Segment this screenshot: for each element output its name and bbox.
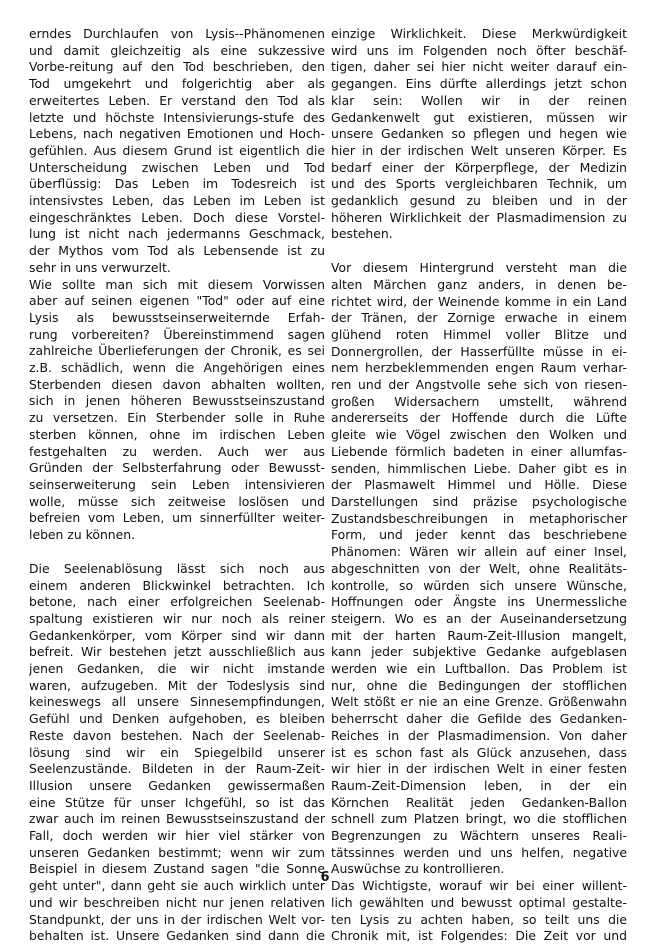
text-line: unseren Gedanken bestimmt; wenn wir zum: [29, 844, 325, 860]
text-line: festgehalten zu werden. Auch wer aus: [29, 443, 325, 459]
text-line: keineswegs all unsere Sinnesempfindungen,: [29, 694, 325, 710]
text-line: sich in jenen höheren Bewusstseinszustand: [29, 393, 325, 409]
paragraph: [331, 878, 627, 945]
text-line: eine Stütze für unser Ichgefühl, so ist das: [29, 794, 325, 810]
text-line: alten Märchen ganz anders, in denen be-: [331, 276, 627, 292]
text-line: Welt stößt er nie an eine Grenze. Größenwahn: [331, 694, 627, 710]
text-line: eingeschränktes Leben. Doch diese Vorstel-: [29, 209, 325, 225]
text-line: waren, aufzugeben. Mit der Todeslysis sind: [29, 677, 325, 693]
text-line: geht unter", dann geht sie auch wirklich unter: [29, 878, 325, 894]
text-line: Gedankenkörper, vom Körper sind wir dann: [29, 627, 325, 643]
text-line: Fall, doch werden wir hier viel stärker von: [29, 828, 325, 844]
text-line: z.B. schädlich, wenn die Angehörigen eines: [29, 360, 325, 376]
text-line: bestehen.: [331, 226, 393, 242]
text-line: letzte und höchste Intensivierungs-stufe des: [29, 109, 325, 125]
text-line: gedanklich gesund zu bleiben und in der: [331, 193, 627, 209]
text-line: Lebens, nach negativen Emotionen und Hoch-: [29, 126, 325, 142]
paragraph: [29, 26, 325, 277]
text-line: gefühlen. Aus diesem Grund ist eigentlich die: [29, 142, 325, 158]
text-line: nem herzbeklemmenden engen Raum verhar-: [331, 360, 627, 376]
text-line: betone, nach einer erfolgreichen Seelenab-: [29, 594, 325, 610]
text-line: steigern. Wo es an der Auseinandersetzung: [331, 610, 627, 626]
text-line: glühend roten Himmel voller Blitze und: [331, 326, 627, 342]
text-line: Lysis als bewusstseinserweiternde Erfah-: [29, 309, 325, 325]
left-column: [29, 26, 325, 945]
text-line: Hoffnungen oder Ängste ins Unermessliche: [331, 594, 627, 610]
text-line: einem anderen Blickwinkel betrachten. Ich: [29, 577, 325, 593]
text-line: Tod umgekehrt und folgerichtig aber als: [29, 76, 325, 92]
text-line: befreien vom Leben, um sinnerfüllter weiter-: [29, 510, 325, 526]
text-line: andererseits der Hoffende durch die Lüfte: [331, 410, 627, 426]
text-line: gegangen. Eins dürfte allerdings jetzt schon: [331, 76, 627, 92]
text-line: rung vorbereiten? Übereinstimmend sagen: [29, 326, 325, 342]
text-line: beherrscht daher die Gefilde des Gedanken-: [331, 711, 627, 727]
text-line: höheren Wirklichkeit der Plasmadimension zu: [331, 209, 627, 225]
text-line: kann jeder subjektive Gedanke aufgeblasen: [331, 644, 627, 660]
text-line: abgeschnitten von der Welt, ohne Realitäts-: [331, 560, 627, 576]
paragraph: [331, 26, 627, 243]
text-line: jenen Gedanken, die wir nicht imstande: [29, 661, 325, 677]
text-line: intensivstes Leben, das Leben im Leben ist: [29, 193, 325, 209]
text-line: bedarf einer der Körperpflege, der Medizin: [331, 159, 627, 175]
text-line: lich gewählten und bewusst optimal gestalte-: [331, 894, 627, 910]
text-line: Chronik mit, ist Folgendes: Die Zeit vor und: [331, 928, 627, 944]
text-line: der Tränen, der Zornige erwache in einem: [331, 310, 627, 326]
text-line: mit der harten Raum-Zeit-Illusion mangelt,: [331, 627, 627, 643]
text-line: Wie sollte man sich mit diesem Vorwissen: [29, 276, 325, 292]
text-line: behalten ist. Unsere Gedanken sind dann die: [29, 928, 325, 944]
text-line: Die Seelenablösung lässt sich noch aus: [29, 560, 325, 576]
paragraph-gap: [29, 544, 325, 561]
text-line: tigen, daher sei hier nicht weiter darauf ein-: [331, 59, 627, 75]
text-line: Raum-Zeit-Dimension leben, in der ein: [331, 777, 627, 793]
text-line: seinserweiterung sein Leben intensivieren: [29, 476, 325, 492]
text-line: Liebende förmlich badeten in einer allumfas-: [331, 443, 627, 459]
text-line: klar sein: Wollen wir in der reinen: [331, 92, 627, 108]
text-line: Begrenzungen zu Wächtern unseres Reali-: [331, 828, 627, 844]
text-line: gleite wie Vögel zwischen den Wolken und: [331, 427, 627, 443]
text-line: tätssinnes werden und uns helfen, negative: [331, 844, 627, 860]
text-line: sterben können, ohne im irdischen Leben: [29, 426, 325, 442]
text-line: schnell zum Platzen bringt, wo die stofflichen: [331, 811, 627, 827]
text-line: Seelenzustände. Bildeten in der Raum-Zeit-: [29, 761, 325, 777]
text-line: Darstellungen sind präzise psychologische: [331, 493, 627, 509]
text-line: senden, himmlischen Liebe. Daher gibt es in: [331, 460, 627, 476]
text-line: richtet wird, der Weinende komme in ein Land: [331, 293, 627, 309]
text-line: überflüssig: Das Leben im Todesreich ist: [29, 176, 325, 192]
right-column: [331, 26, 627, 945]
text-line: wolle, müsse sich zeitweise loslösen und: [29, 493, 325, 509]
text-line: nur, ohne die Bedingungen der stofflichen: [331, 677, 627, 693]
text-line: und wir beschreiben nicht nur jenen relativen: [29, 894, 325, 910]
text-line: werden wie ein Luftballon. Das Problem ist: [331, 661, 627, 677]
text-line: Phänomen: Wären wir allein auf einer Insel,: [331, 544, 627, 560]
text-line: einzige Wirklichkeit. Diese Merkwürdigkeit: [331, 26, 627, 41]
text-line: spaltung existieren wir nur noch als reiner: [29, 610, 325, 626]
text-line: hier in der irdischen Welt unseren Körper. Es: [331, 142, 627, 158]
text-line: ten Lysis zu achten haben, so teilt uns die: [331, 911, 627, 927]
text-line: Reste davon bestehen. Nach der Seelenab-: [29, 727, 325, 743]
text-line: erweitertes Leben. Er verstand den Tod als: [29, 92, 325, 108]
paragraph: [29, 561, 325, 945]
text-line: Gefühl und Denken aufgehoben, es bleiben: [29, 711, 325, 727]
text-line: unsere Gedanken so pflegen und hegen wie: [331, 126, 627, 142]
text-line: zu versetzen. Ein Sterbender solle in Ruhe: [29, 410, 325, 426]
text-line: Reiches in der Plasmadimension. Von daher: [331, 727, 627, 743]
text-line: kontrolle, so würden sich unsere Wünsche,: [331, 577, 627, 593]
text-line: Körnchen Realität jeden Gedanken-Ballon: [331, 794, 627, 810]
text-line: aber auf seinen eigenen "Tod" oder auf eine: [29, 293, 325, 309]
text-line: Auswüchse zu kontrollieren.: [331, 861, 505, 877]
page-number: 6: [320, 870, 330, 885]
text-line: erndes Durchlaufen von Lysis--Phänomenen: [29, 26, 325, 41]
text-line: und des Sports vergleichbaren Technik, um: [331, 176, 627, 192]
text-line: befreit. Wir bestehen jetzt ausschließlich aus: [29, 644, 325, 660]
text-line: Vor diesem Hintergrund versteht man die: [331, 260, 627, 276]
paragraph-gap: [331, 243, 627, 260]
text-line: großen Widersachern umstellt, während: [331, 393, 627, 409]
text-line: zwar auch im reinen Bewusstseinszustand der: [29, 811, 325, 827]
text-line: lösung sind wir ein Spiegelbild unserer: [29, 744, 325, 760]
text-line: Unterscheidung zwischen Leben und Tod: [29, 159, 325, 175]
text-line: wird uns im Folgenden noch öfter beschäf-: [331, 42, 627, 58]
text-line: ist es schon fast als Glück anzusehen, dass: [331, 744, 627, 760]
text-line: Standpunkt, der uns in der irdischen Welt vor-: [29, 911, 325, 927]
text-line: zahlreiche Überlieferungen der Chronik, es sei: [29, 343, 325, 359]
text-line: der Plasmawelt Himmel und Hölle. Diese: [331, 477, 627, 493]
text-line: Gründen der Selbsterfahrung oder Bewusst-: [29, 460, 325, 476]
paragraph: [331, 260, 627, 878]
text-line: ren und der Angstvolle sehe sich von riesen-: [331, 377, 627, 393]
text-line: lung ist nicht nach jedermanns Geschmack,: [29, 226, 325, 242]
text-line: der Mythos vom Tod als Lebensende ist zu: [29, 243, 325, 259]
text-line: Donnergrollen, der Hasserfüllte müsse in ei-: [331, 343, 627, 359]
text-line: leben zu können.: [29, 527, 136, 543]
text-line: Zustandsbeschreibungen in metaphorischer: [331, 510, 627, 526]
text-line: sehr in uns verwurzelt.: [29, 259, 171, 275]
paragraph: [29, 277, 325, 544]
text-line: Sterbenden diesen davon abhalten wollten,: [29, 376, 325, 392]
text-line: und damit gleichzeitig als eine sukzessive: [29, 42, 325, 58]
text-line: Beispiel in diesem Zustand sagen "die Sonne: [29, 861, 325, 877]
text-line: Das Wichtigste, worauf wir bei einer willent-: [331, 878, 627, 894]
text-line: Illusion unsere Gedanken gewissermaßen: [29, 777, 325, 793]
text-line: wir hier in der irdischen Welt in einer festen: [331, 761, 627, 777]
text-line: Gedankenwelt gut existieren, müssen wir: [331, 109, 627, 125]
text-line: Vorbe-reitung auf den Tod beschrieben, den: [29, 59, 325, 75]
text-line: Form, und jeder kennt das beschriebene: [331, 527, 627, 543]
